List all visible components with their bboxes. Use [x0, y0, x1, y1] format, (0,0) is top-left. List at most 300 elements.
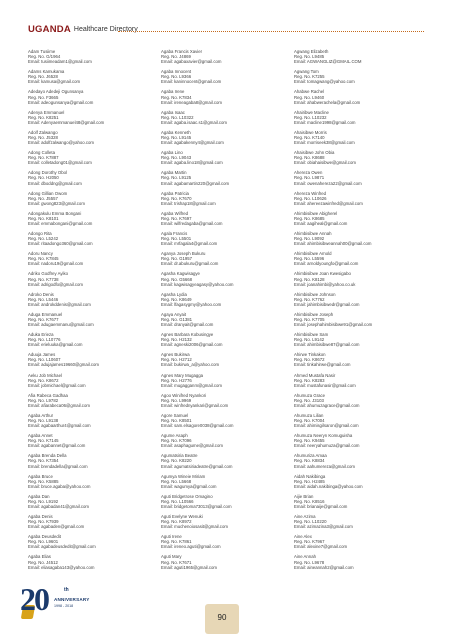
entry-reg: Reg. No. K7697	[161, 215, 192, 221]
directory-entry	[294, 170, 427, 185]
entry-name: Ahumuriza Amaa	[294, 453, 327, 459]
entry-email[interactable]: Email: dboddng@gmail.com	[28, 180, 82, 186]
directory-entry	[28, 110, 161, 125]
entry-name: Agumya Wineie Miriam	[161, 473, 206, 479]
directory-entry	[161, 231, 294, 246]
entry-name: Agnes Mary Mugagga	[161, 372, 204, 378]
entry-reg: Reg. No. K7671	[161, 559, 192, 565]
directory-entry	[294, 332, 427, 347]
entry-email[interactable]: Email: wagumya@gmail.com	[161, 483, 217, 489]
entry-reg: Reg. No. J5557	[28, 195, 58, 201]
entry-reg: Reg. No. L9092	[294, 236, 325, 242]
entry-email[interactable]: Email: afiarabeca06@gmail.com	[28, 402, 90, 408]
entry-name: Agaba Irene	[161, 89, 185, 95]
directory-entry	[161, 49, 294, 64]
entry-email[interactable]: Email: jobmichael@gmail.com	[28, 382, 86, 388]
entry-name: Agaba Denis	[28, 514, 53, 520]
directory-entry	[294, 474, 427, 489]
entry-email[interactable]: Email: adolfzalwango@yahoo.com	[28, 140, 94, 146]
directory-entry	[161, 271, 294, 286]
entry-email[interactable]: Email: arnoldyoungfo@gmail.com	[294, 261, 359, 267]
directory-entry	[161, 69, 294, 84]
entry-email[interactable]: Email: adugaemmanu@gmail.com	[28, 322, 94, 328]
directory-entry	[28, 231, 161, 246]
entry-email[interactable]: Email: AGWANGLIZ@GMAIL.COM	[294, 59, 362, 65]
entry-reg: Reg. No. K7004	[294, 418, 325, 424]
entry-name: Agaba Martin	[161, 170, 187, 176]
directory-entry	[294, 554, 427, 569]
entry-name: Adriko Godfrey Ayiko	[28, 271, 69, 277]
logo-suffix: th	[64, 587, 69, 593]
entry-name: Aijie Brian	[294, 493, 314, 499]
entry-reg: Reg. No. K8685	[294, 215, 325, 221]
entry-name: Adams Kamukama	[28, 69, 65, 75]
entry-name: Ahumuza Grace	[294, 392, 326, 398]
entry-reg: Reg. No. L9782	[28, 397, 59, 403]
page-number-box	[205, 604, 239, 634]
entry-name: Aganya Joseph Bukuru	[161, 251, 206, 257]
entry-email[interactable]: Email: ireneagaba8@gmail.com	[161, 99, 222, 105]
directory-entry	[161, 373, 294, 388]
directory-entry	[294, 150, 427, 165]
entry-reg: Reg. No. K7677	[28, 316, 59, 322]
directory-entry	[294, 494, 427, 509]
entry-reg: Reg. No. K7845	[28, 256, 59, 262]
directory-entry	[161, 393, 294, 408]
directory-entry	[161, 251, 294, 266]
page-header	[28, 23, 138, 35]
entry-email[interactable]: Email: gwong823@gmail.com	[28, 200, 85, 206]
entry-email[interactable]: Email: muchenoiosasit@gmail.com	[161, 524, 228, 530]
entry-name: Adongo Rita	[28, 230, 52, 236]
directory-entry	[28, 130, 161, 145]
entry-reg: Reg. No. K8972	[161, 519, 192, 525]
directory-entry	[28, 150, 161, 165]
entry-reg: Reg. No. K7762	[294, 296, 325, 302]
entry-reg: Reg. No. K8128	[294, 276, 325, 282]
entry-name: Ahimbisibwe Arnold	[294, 251, 332, 257]
directory-entry	[294, 413, 427, 428]
directory-entry	[28, 312, 161, 327]
entry-reg: Reg. No. K8688	[294, 155, 325, 161]
directory-entry	[294, 352, 427, 367]
entry-name: Ahimbisibwe Abigherel	[294, 210, 338, 216]
entry-email[interactable]: Email: ritaadongo360@gmail.com	[28, 241, 93, 247]
entry-reg: Reg. No. K9455	[294, 438, 325, 444]
entry-email[interactable]: Email: bridgetoma73013@gmail.com	[161, 504, 232, 509]
entry-name: Agwang Tom	[294, 69, 319, 75]
entry-email[interactable]: Email: adeogunsanya@gmail.com	[28, 99, 94, 105]
entry-email[interactable]: Email: agabannet@gmail.com	[28, 443, 86, 449]
entry-email[interactable]: Email: agaba.isaac.s1@gmail.com	[161, 119, 227, 125]
entry-email[interactable]: Email: Adenyaemmanuel48@gmail.com	[28, 119, 105, 125]
entry-reg: Reg. No. K8672	[28, 377, 59, 383]
entry-reg: Reg. No. L9138	[28, 418, 59, 424]
entry-email[interactable]: Email: mustafunasir@gmail.com	[294, 382, 356, 388]
entry-name: Agaba Innocent	[161, 69, 192, 75]
entry-reg: Reg. No. G1381	[161, 316, 193, 322]
entry-name: Aguti Mary	[161, 554, 182, 560]
directory-entry	[28, 170, 161, 185]
entry-name: Ahimbisibwe Joseph	[294, 311, 334, 317]
entry-email[interactable]: Email: ahumuzagrace@gmail.com	[294, 402, 360, 408]
entry-email[interactable]: Email: agabakenny4@gmail.com	[161, 140, 224, 146]
entry-name: Agaba Patricia	[161, 190, 189, 196]
entry-reg: Reg. No. L9043	[161, 155, 192, 161]
entry-name: Agoo Winifred Nyankori	[161, 392, 207, 398]
directory-entry	[161, 89, 294, 104]
entry-reg: Reg. No. F3665	[28, 94, 59, 100]
entry-name: Agasha Kagwisagye	[161, 271, 200, 277]
entry-email[interactable]: Email: tinkahirwe@gmail.com	[294, 362, 351, 368]
directory-entry	[294, 251, 427, 266]
directory-entry	[161, 191, 294, 206]
directory-entry	[161, 534, 294, 549]
directory-entry	[161, 433, 294, 448]
entry-reg: Reg. No. K8516	[294, 498, 325, 504]
entry-reg: Reg. No. L10607	[28, 357, 61, 363]
entry-email[interactable]: Email: macline1998@gmail.com	[294, 119, 356, 125]
directory-entry	[28, 413, 161, 428]
directory-entry	[161, 110, 294, 125]
directory-entry	[294, 211, 427, 226]
entry-name: Ahmed Mustafa Nasir	[294, 372, 336, 378]
entry-email[interactable]: Email: joanahimbi@yahoo.co.uk	[294, 281, 356, 287]
entry-name: Agaba Bruce	[28, 473, 53, 479]
directory-entry	[161, 150, 294, 165]
entry-email[interactable]: Email: eliasagaba143@yahoo.com	[28, 564, 95, 570]
directory-entry	[28, 292, 161, 307]
entry-reg: Reg. No. J6528	[28, 74, 58, 80]
directory-entry	[28, 49, 161, 64]
entry-reg: Reg. No. L9601	[28, 539, 59, 545]
directory-entry	[294, 453, 427, 468]
entry-name: Aguti Irene	[161, 534, 182, 540]
entry-email[interactable]: Email: aagiheal@gmail.com	[294, 220, 348, 226]
entry-name: Agaba Arthur	[28, 412, 54, 418]
entry-email[interactable]: Email: josephahimbisibwe91@gmail.com	[294, 322, 373, 328]
directory-entry	[28, 514, 161, 529]
logo-number: 20	[20, 581, 48, 617]
entry-name: Ahairibwe Macline	[294, 109, 329, 115]
directory-entry	[28, 332, 161, 347]
entry-reg: Reg. No. K7834	[161, 94, 192, 100]
entry-email[interactable]: Email: obiahaisibwe@gmail.com	[294, 160, 356, 166]
entry-name: Agaba Brenda Della	[28, 453, 67, 459]
entry-email[interactable]: Email: agaba.lino18@gmail.com	[161, 160, 223, 166]
entry-reg: Reg. No. L9125	[161, 175, 192, 181]
directory-entry	[294, 292, 427, 307]
directory-subtitle: Healthcare Directory	[73, 25, 138, 33]
entry-name: Aine Azima	[294, 514, 316, 520]
entry-email[interactable]: Email: wilfredagaba@gmail.com	[161, 220, 223, 226]
entry-email[interactable]: Email: nadoru19@gmail.com	[28, 261, 84, 267]
logo-years: 1998 - 2018	[54, 604, 74, 608]
entry-email[interactable]: Email: bukirwa_a@yahoo.com	[161, 362, 220, 368]
entry-email[interactable]: Email: jahimbisibwedr@gmail.com	[294, 301, 360, 307]
entry-email[interactable]: Email: agabaarthur4@gmail.com	[28, 423, 91, 429]
entry-reg: Reg. No. K5885	[28, 478, 59, 484]
entry-email[interactable]: Email: ahimbisibwe87@gmail.com	[294, 342, 360, 348]
entry-reg: Reg. No. K8251	[28, 114, 59, 120]
entry-reg: Reg. No. K7967	[294, 539, 325, 545]
entry-email[interactable]: Email: agneski2006@gmail.com	[161, 342, 223, 348]
entry-email[interactable]: Email: trishap18@gmail.com	[161, 200, 216, 206]
entry-reg: Reg. No. J3103	[294, 397, 324, 403]
entry-email[interactable]: Email: agabaden@gmail.com	[28, 524, 85, 530]
directory-entry	[294, 312, 427, 327]
entry-reg: Reg. No. L9678	[294, 559, 325, 565]
entry-email[interactable]: Email: ahabwerachela@gmail.com	[294, 99, 361, 105]
entry-email[interactable]: Email: bruce.agaba@yahoo.com	[28, 483, 91, 489]
entry-reg: Reg. No. L9969	[161, 397, 192, 403]
entry-reg: Reg. No. K7096	[161, 438, 192, 444]
entry-name: Ahereza Winfred	[294, 190, 327, 196]
entry-email[interactable]: Email: aineannah2@gmail.com	[294, 564, 354, 570]
directory-entry	[161, 312, 294, 327]
entry-name: Agnes Barbara Kobusingye	[161, 332, 214, 338]
entry-email[interactable]: Email: agumatsiriadeatre@gmail.com	[161, 463, 233, 469]
directory-entry	[28, 89, 161, 104]
entry-name: Ahabwe Rachel	[294, 89, 325, 95]
entry-email[interactable]: Email: kamusa@gmail.com	[28, 79, 81, 85]
directory-column-2	[161, 49, 294, 589]
directory-entry	[294, 110, 427, 125]
entry-email[interactable]: Email: tusiimeadam1@gmail.com	[28, 59, 92, 65]
entry-reg: Reg. No. L5668	[161, 478, 192, 484]
entry-reg: Reg. No. K7145	[28, 438, 59, 444]
entry-email[interactable]: Email: sam.elsagore0038@gmail.com	[161, 423, 234, 429]
entry-name: Ahaisibwe Morris	[294, 129, 327, 135]
logo-text: ANNIVERSARY	[54, 597, 90, 602]
entry-reg: Reg. No. J4512	[28, 559, 58, 565]
entry-reg: Reg. No. L5446	[28, 296, 59, 302]
entry-reg: Reg. No. K8101	[28, 215, 59, 221]
directory-entry	[294, 534, 427, 549]
entry-reg: Reg. No. K7140	[294, 134, 325, 140]
directory-entry	[161, 413, 294, 428]
entry-name: Agaba Isaac	[161, 109, 185, 115]
entry-reg: Reg. No. H2050	[28, 175, 59, 181]
page-number: 90	[217, 613, 227, 622]
directory-entry	[28, 211, 161, 226]
entry-reg: Reg. No. L5596	[294, 256, 325, 262]
directory-entry	[161, 474, 294, 489]
entry-name: Adroko Denis	[28, 291, 54, 297]
entry-name: Agnes Bukirwa	[161, 352, 190, 358]
entry-name: Agaba Wilfred	[161, 210, 188, 216]
directory-entry	[28, 352, 161, 367]
entry-reg: Reg. No. K7705	[294, 316, 325, 322]
entry-reg: Reg. No. K7354	[28, 458, 59, 464]
entry-email[interactable]: Email: brendadella@gmail.com	[28, 463, 88, 469]
entry-email[interactable]: Email: aguti1965@gmail.com	[161, 564, 217, 570]
directory-entry	[161, 453, 294, 468]
entry-email[interactable]: Email: azimazina3@gmail.com	[294, 524, 353, 530]
entry-email[interactable]: Email: mrfagala4@gmail.com	[161, 241, 218, 247]
entry-reg: Reg. No. L9142	[294, 337, 325, 343]
directory-entry	[161, 130, 294, 145]
entry-name: Agala Francis	[161, 230, 188, 236]
entry-reg: Reg. No. L9192	[28, 498, 59, 504]
entry-reg: Reg. No. K7255	[294, 74, 325, 80]
entry-reg: Reg. No. K8220	[161, 458, 192, 464]
entry-reg: Reg. No. J5328	[28, 134, 58, 140]
entry-name: Adoru Nancy	[28, 251, 53, 257]
entry-reg: Reg. No. L10776	[28, 337, 61, 343]
entry-email[interactable]: Email: colletadong01@gmail.com	[28, 160, 92, 166]
entry-name: Adolf Zalwango	[28, 129, 58, 135]
entry-name: Adam Tusiime	[28, 49, 56, 54]
entry-email[interactable]: Email: agabaxavier@gmail.com	[161, 59, 222, 65]
entry-reg: Reg. No. G/1964	[28, 54, 61, 60]
entry-name: Ahaisibwe John Obia	[294, 150, 335, 156]
entry-reg: Reg. No. L5242	[28, 236, 59, 242]
entry-email[interactable]: Email: emmabongani@gmail.com	[28, 220, 93, 226]
entry-email[interactable]: Email: alexine7@gmail.com	[294, 544, 348, 550]
directory-entry	[294, 514, 427, 529]
entry-reg: Reg. No. G1957	[161, 256, 193, 262]
directory-entry	[28, 433, 161, 448]
entry-email[interactable]: Email: adujajames19660@gmail.com	[28, 362, 99, 368]
directory-entry	[161, 494, 294, 509]
directory-entry	[161, 352, 294, 367]
entry-reg: Reg. No. H2776	[161, 377, 192, 383]
entry-reg: Reg. No. L5501	[161, 236, 192, 242]
entry-name: Afia Rabeca Gadhaa	[28, 392, 68, 398]
directory-entry	[28, 393, 161, 408]
entry-name: Adong Dorothy Obol	[28, 170, 67, 176]
entry-email[interactable]: Email: morriseek38@gmail.com	[294, 140, 355, 146]
entry-reg: Reg. No. K8834	[294, 458, 325, 464]
directory-entry	[28, 373, 161, 388]
entry-name: Ahereza Owen	[294, 170, 323, 176]
entry-reg: Reg. No. L10232	[294, 114, 327, 120]
entry-name: Aine Annah	[294, 554, 316, 560]
entry-email[interactable]: Email: tomagwang@yahoo.com	[294, 79, 355, 85]
entry-reg: Reg. No. L9485	[294, 54, 325, 60]
entry-name: Ahimbisibwe Joan Kwesigabo	[294, 271, 351, 277]
entry-email[interactable]: Email: erieluuka@gmail.com	[28, 342, 83, 348]
entry-reg: Reg. No. J4869	[161, 54, 191, 60]
entry-name: Ahimbisibwe Sam	[294, 332, 329, 338]
entry-reg: Reg. No. L10626	[294, 195, 327, 201]
entry-name: Agaba Lino	[161, 150, 183, 156]
entry-reg: Reg. No. L10566	[161, 498, 194, 504]
entry-reg: Reg. No. L10322	[161, 114, 194, 120]
entry-name: Aine Alex	[294, 534, 312, 540]
directory-entry	[294, 393, 427, 408]
entry-email[interactable]: Email: winfrednyankari@gmail.com	[161, 402, 229, 408]
entry-name: Aguti Evelyne Wenuki	[161, 514, 203, 520]
entry-reg: Reg. No. L10220	[294, 519, 327, 525]
entry-reg: Reg. No. L9871	[294, 175, 325, 181]
directory-entry	[294, 49, 427, 64]
entry-email[interactable]: Email: mugagganm@gmail.com	[161, 382, 222, 388]
directory-entry	[28, 69, 161, 84]
entry-reg: Reg. No. H2485	[294, 478, 325, 484]
entry-name: Agaba Deusdedit	[28, 534, 61, 540]
entry-name: Adenya Emmanuel	[28, 109, 65, 115]
entry-name: Adong Gillian Owom	[28, 190, 68, 196]
entry-email[interactable]: Email: ahimbisibweannah00@gmail.com	[294, 241, 372, 247]
directory-entry	[28, 251, 161, 266]
directory-entry	[28, 494, 161, 509]
entry-email[interactable]: Email: agabadan41@gmail.com	[28, 504, 89, 509]
entry-name: Adong Colleta	[28, 150, 55, 156]
directory-entry	[294, 231, 427, 246]
directory-entry	[294, 271, 427, 286]
directory-entry	[28, 191, 161, 206]
directory-entry	[294, 69, 427, 84]
directory-entry	[28, 474, 161, 489]
anniversary-logo	[20, 581, 90, 625]
entry-email[interactable]: Email: ahereezawinfred@gmail.com	[294, 200, 363, 206]
entry-email[interactable]: Email: aahumereza@gmail.com	[294, 463, 355, 469]
header-divider	[118, 31, 424, 32]
entry-email[interactable]: Email: agabamartin220@gmail.com	[161, 180, 230, 186]
entry-name: Agwang Elizabeth	[294, 49, 329, 54]
entry-name: Agore Samuel	[161, 412, 189, 418]
entry-reg: Reg. No. K7939	[28, 519, 59, 525]
directory-entry	[28, 554, 161, 569]
entry-name: Adongakulu Emma Bongani	[28, 210, 82, 216]
entry-email[interactable]: Email: brianaije@gmail.com	[294, 504, 348, 509]
entry-name: Agume Asaph	[161, 433, 188, 439]
entry-name: Agaya Anyait	[161, 311, 187, 317]
entry-name: Agaba Kenneth	[161, 129, 191, 135]
entry-name: Adedayo Adedeji Ogunsanya	[28, 89, 84, 95]
entry-email[interactable]: Email: agabadeusdedit@gmail.com	[28, 544, 96, 550]
directory-entry	[294, 433, 427, 448]
entry-email[interactable]: Email: owenahereza22@gmail.com	[294, 180, 362, 186]
directory-entry	[28, 534, 161, 549]
entry-email[interactable]: Email: adrigodfo@gmail.com	[28, 281, 83, 287]
entry-email[interactable]: Email: dranyait@gmail.com	[161, 322, 214, 328]
directory-entry	[28, 453, 161, 468]
directory-entry	[161, 211, 294, 226]
entry-name: Ahimbisibwe Johnson	[294, 291, 336, 297]
entry-name: Aguti Bridgetrose Omagino	[161, 493, 213, 499]
directory-entry	[294, 89, 427, 104]
entry-email[interactable]: Email: androkddenis@gmail.com	[28, 301, 91, 307]
entry-email[interactable]: Email: kagwisagyeagasy@yahoo.com	[161, 281, 234, 287]
entry-reg: Reg. No. K8501	[161, 418, 192, 424]
entry-email[interactable]: Email: aidah.nakibinga@yahoo.com	[294, 483, 363, 489]
entry-name: Agumatsiria Beatre	[161, 453, 198, 459]
entry-name: Agaba Francis Xavier	[161, 49, 203, 54]
entry-name: Agaba Dan	[28, 493, 50, 499]
entry-email[interactable]: Email: kaninnocent@gmail.com	[161, 79, 222, 85]
directory-entry	[294, 130, 427, 145]
entry-email[interactable]: Email: neeryahumuza@gmail.com	[294, 443, 360, 449]
directory-brand: UGANDA	[28, 23, 71, 35]
entry-email[interactable]: Email: dr.abukuru@gmail.com	[161, 261, 219, 267]
directory-entry	[294, 191, 427, 206]
entry-email[interactable]: Email: ireneo.aguti@gmail.com	[161, 544, 221, 550]
directory-column-3	[294, 49, 427, 589]
directory-entry	[161, 170, 294, 185]
entry-email[interactable]: Email: ahimisgilsaron@gmail.com	[294, 423, 359, 429]
directory-entry	[294, 373, 427, 388]
directory-entry	[28, 271, 161, 286]
entry-email[interactable]: Email: lfagasygmy@yahoo.com	[161, 301, 222, 307]
entry-name: Agaba Elias	[28, 554, 51, 560]
entry-email[interactable]: Email: asaphagume@gmail.com	[161, 443, 223, 449]
entry-reg: Reg. No. G5668	[161, 276, 193, 282]
entry-name: Ahirwe Tinkakon	[294, 352, 326, 358]
entry-reg: Reg. No. L9145	[161, 134, 192, 140]
